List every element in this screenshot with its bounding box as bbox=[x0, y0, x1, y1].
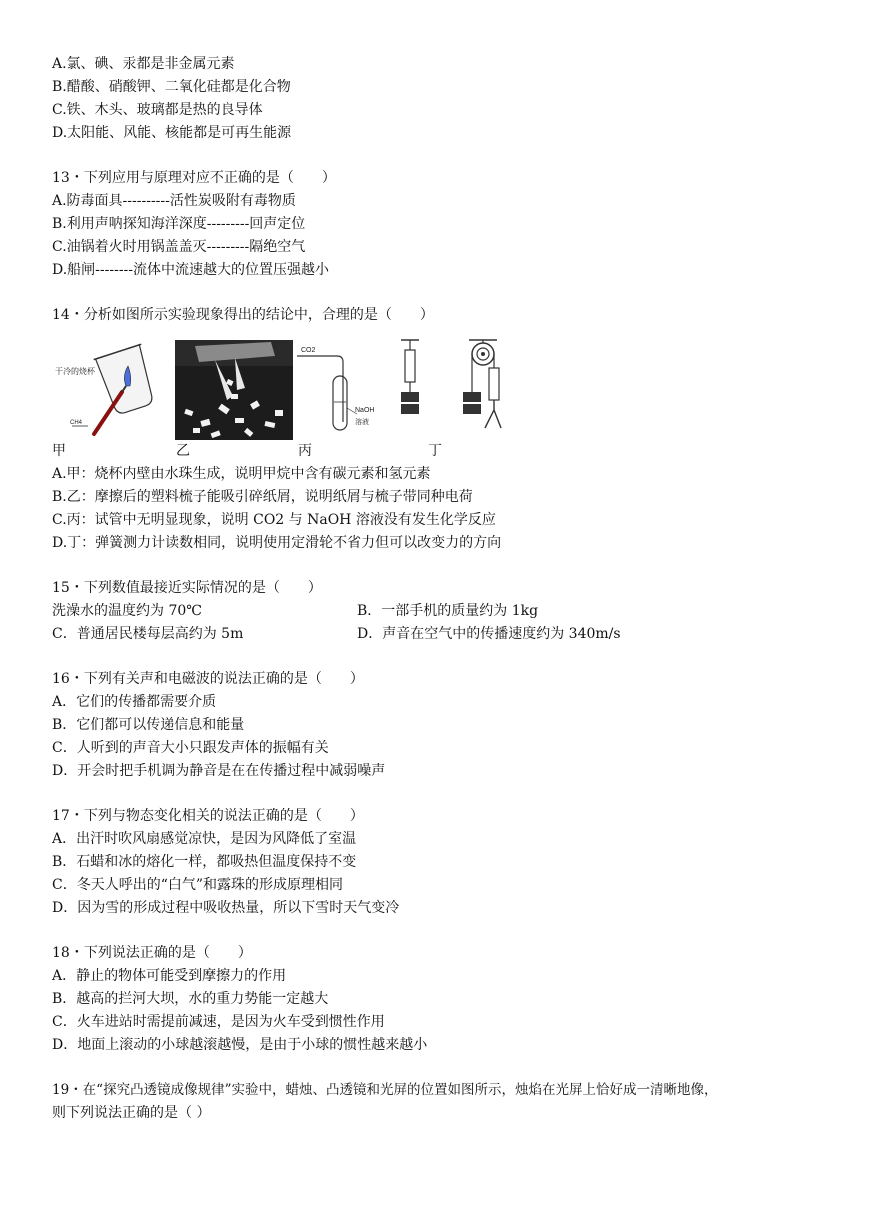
q17-option-c: C．冬天人呼出的“白气”和露珠的形成原理相同 bbox=[52, 877, 344, 893]
co2-label: CO2 bbox=[301, 347, 316, 354]
q14-figures bbox=[52, 338, 532, 442]
beaker-label: 干冷的烧杯 bbox=[55, 367, 95, 376]
q17-stem: 17・下列与物态变化相关的说法正确的是（ ） bbox=[52, 808, 364, 824]
q12-option-a: A.氯、碘、汞都是非金属元素 bbox=[52, 56, 235, 72]
q15-option-a: 洗澡水的温度约为 70℃ bbox=[52, 603, 202, 619]
q14-option-c: C.丙：试管中无明显现象，说明 CO2 与 NaOH 溶液没有发生化学反应 bbox=[52, 512, 496, 528]
q13-stem: 13・下列应用与原理对应不正确的是（ ） bbox=[52, 170, 336, 186]
q18-option-b: B．越高的拦河大坝，水的重力势能一定越大 bbox=[52, 991, 329, 1007]
q12-option-c: C.铁、木头、玻璃都是热的良导体 bbox=[52, 102, 263, 118]
q13-option-c: C.油锅着火时用锅盖盖灭---------隔绝空气 bbox=[52, 239, 306, 255]
q18-stem: 18・下列说法正确的是（ ） bbox=[52, 945, 252, 961]
figure-label-bing: 丙 bbox=[298, 443, 312, 459]
q13-option-a: A.防毒面具----------活性炭吸附有毒物质 bbox=[52, 193, 296, 209]
co2-naoh-testtube-figure bbox=[297, 342, 387, 438]
q15-option-d: D．声音在空气中的传播速度约为 340m/s bbox=[357, 626, 621, 642]
q14-option-d: D.丁：弹簧测力计读数相同，说明使用定滑轮不省力但可以改变力的方向 bbox=[52, 535, 502, 551]
q16-option-d: D．开会时把手机调为静音是在在传播过程中减弱噪声 bbox=[52, 763, 386, 779]
q13-option-b: B.利用声呐探知海洋深度---------回声定位 bbox=[52, 216, 306, 232]
q14-option-b: B.乙：摩擦后的塑料梳子能吸引碎纸屑，说明纸屑与梳子带同种电荷 bbox=[52, 489, 473, 505]
q13-option-d: D.船闸--------流体中流速越大的位置压强越小 bbox=[52, 262, 330, 278]
q18-option-c: C．火车进站时需提前减速，是因为火车受到惯性作用 bbox=[52, 1014, 385, 1030]
q16-option-a: A．它们的传播都需要介质 bbox=[52, 694, 217, 710]
naoh-label: NaOH bbox=[355, 407, 375, 414]
q16-stem: 16・下列有关声和电磁波的说法正确的是（ ） bbox=[52, 671, 364, 687]
q12-option-d: D.太阳能、风能、核能都是可再生能源 bbox=[52, 125, 292, 141]
q16-option-b: B．它们都可以传递信息和能量 bbox=[52, 717, 245, 733]
q12-option-b: B.醋酸、硝酸钾、二氧化硅都是化合物 bbox=[52, 79, 291, 95]
q14-option-a: A.甲：烧杯内壁由水珠生成，说明甲烷中含有碳元素和氢元素 bbox=[52, 466, 431, 482]
figure-label-ding: 丁 bbox=[428, 443, 442, 459]
q15-option-c: C．普通居民楼每层高约为 5m bbox=[52, 626, 244, 642]
naoh-solution-label: 溶液 bbox=[355, 419, 369, 426]
q14-stem: 14・分析如图所示实验现象得出的结论中，合理的是（ ） bbox=[52, 307, 434, 323]
ch4-label: CH4 bbox=[70, 420, 83, 426]
q15-option-b: B．一部手机的质量约为 1kg bbox=[357, 603, 539, 619]
q17-option-b: B．石蜡和冰的熔化一样，都吸热但温度保持不变 bbox=[52, 854, 357, 870]
q16-option-c: C．人听到的声音大小只跟发声体的振幅有关 bbox=[52, 740, 329, 756]
q18-option-a: A．静止的物体可能受到摩擦力的作用 bbox=[52, 968, 287, 984]
q17-option-a: A．出汗时吹风扇感觉凉快，是因为风降低了室温 bbox=[52, 831, 357, 847]
q17-option-d: D．因为雪的形成过程中吸收热量，所以下雪时天气变冷 bbox=[52, 900, 400, 916]
figure-label-yi: 乙 bbox=[176, 443, 190, 459]
comb-paper-photo bbox=[175, 340, 293, 440]
q19-stem-line1: 19・在“探究凸透镜成像规律”实验中，蜡烛、凸透镜和光屏的位置如图所示，烛焰在光屏上恰好成一清晰地像， bbox=[52, 1082, 718, 1098]
spring-balance-pulley-figure bbox=[397, 338, 527, 440]
q18-option-d: D．地面上滚动的小球越滚越慢，是由于小球的惯性越来越小 bbox=[52, 1037, 428, 1053]
figure-label-jia: 甲 bbox=[52, 443, 66, 459]
beaker-methane-figure bbox=[52, 342, 162, 438]
q15-stem: 15・下列数值最接近实际情况的是（ ） bbox=[52, 580, 322, 596]
q19-stem-line2: 则下列说法正确的是（ ） bbox=[52, 1105, 211, 1121]
